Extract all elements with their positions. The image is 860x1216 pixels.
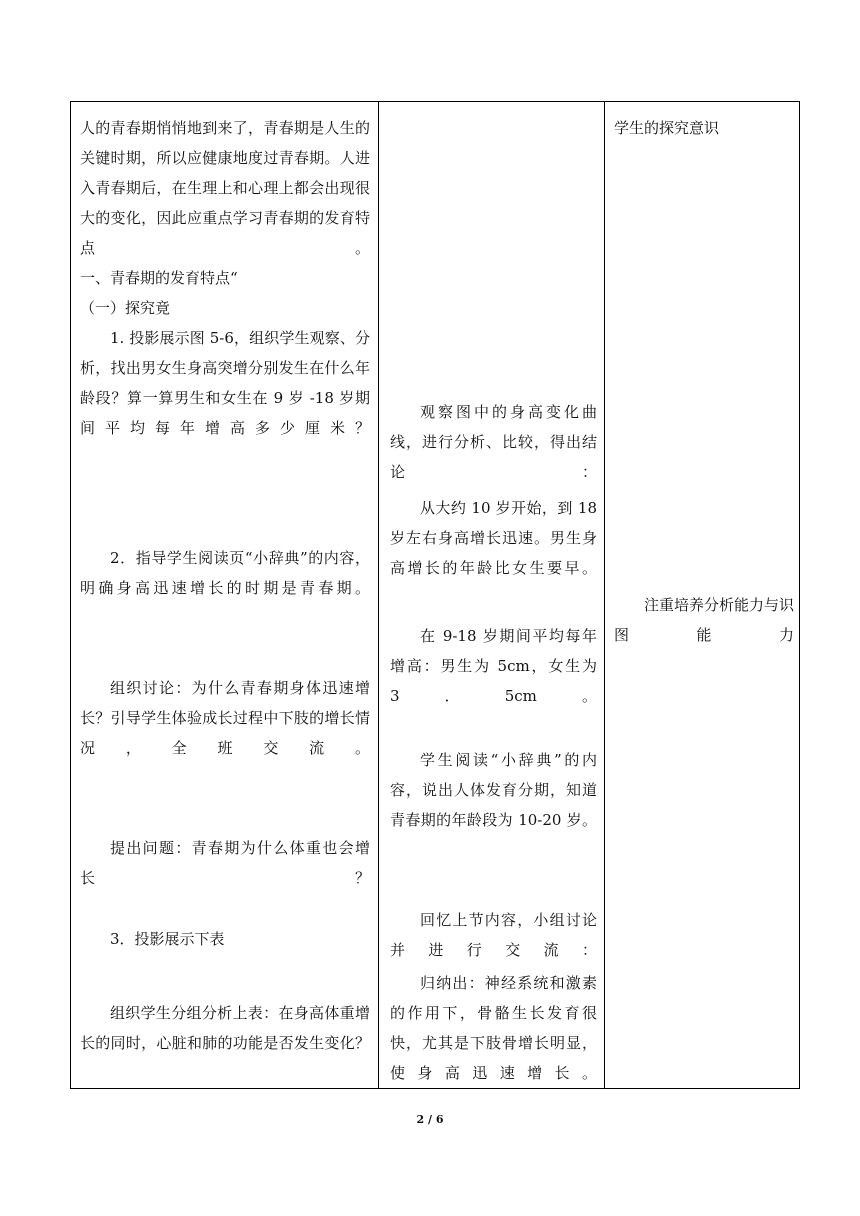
- conclusion-text: 从大约 10 岁开始，到 18 岁左右身高增长迅速。男生身高增长的年龄比女生要早。: [390, 499, 597, 577]
- lesson-table: [70, 101, 800, 1089]
- recall-text: 回忆上节内容，小组讨论并进行交流：: [390, 911, 597, 959]
- step-2-text: 2．指导学生阅读页“小辞典”的内容，明确身高迅速增长的时期是青春期。: [80, 549, 370, 597]
- page-number: 2 / 6: [416, 1113, 444, 1126]
- intent-analysis: 注重培养分析能力与识图能力: [614, 596, 795, 644]
- intent-exploration: 学生的探究意识: [614, 119, 720, 137]
- analysis-text: 组织学生分组分析上表：在身高体重增长的同时，心脏和肺的功能是否发生变化？: [80, 1004, 370, 1052]
- section-heading: 一、青春期的发育特点“: [80, 269, 238, 287]
- summary-text: 归纳出：神经系统和激素的作用下，骨骼生长发育很快，尤其是下肢骨增长明显，使身高迅速增长。: [390, 974, 597, 1082]
- step-3-text: 3．投影展示下表: [110, 930, 225, 948]
- observe-text: 观察图中的身高变化曲线，进行分析、比较，得出结论：: [390, 403, 597, 481]
- intro-paragraph: 人的青春期悄悄地到来了，青春期是人生的关键时期，所以应健康地度过青春期。人进入青春期后，在生理上和心理上都会出现很大的变化，因此应重点学习青春期的发育特点。: [80, 119, 370, 257]
- average-growth-text: 在 9-18 岁期间平均每年增高：男生为 5cm，女生为 3．5cm。: [390, 627, 597, 705]
- reading-text: 学生阅读“小辞典”的内容，说出人体发育分期，知道青春期的年龄段为 10-20 岁。: [390, 751, 597, 829]
- column-divider: [604, 102, 605, 1088]
- column-divider: [378, 102, 379, 1088]
- discussion-text: 组织讨论：为什么青春期身体迅速增长？引导学生体验成长过程中下肢的增长情况，全班交流。: [80, 679, 370, 757]
- step-1-text: 1. 投影展示图 5-6，组织学生观察、分析，找出男女生身高突增分别发生在什么年龄段？算一算男生和女生在 9 岁 -18 岁期间平均每年增高多少厘米？: [80, 329, 370, 437]
- subsection-heading: （一）探究竟: [80, 299, 171, 317]
- question-text: 提出问题：青春期为什么体重也会增长？: [80, 839, 370, 887]
